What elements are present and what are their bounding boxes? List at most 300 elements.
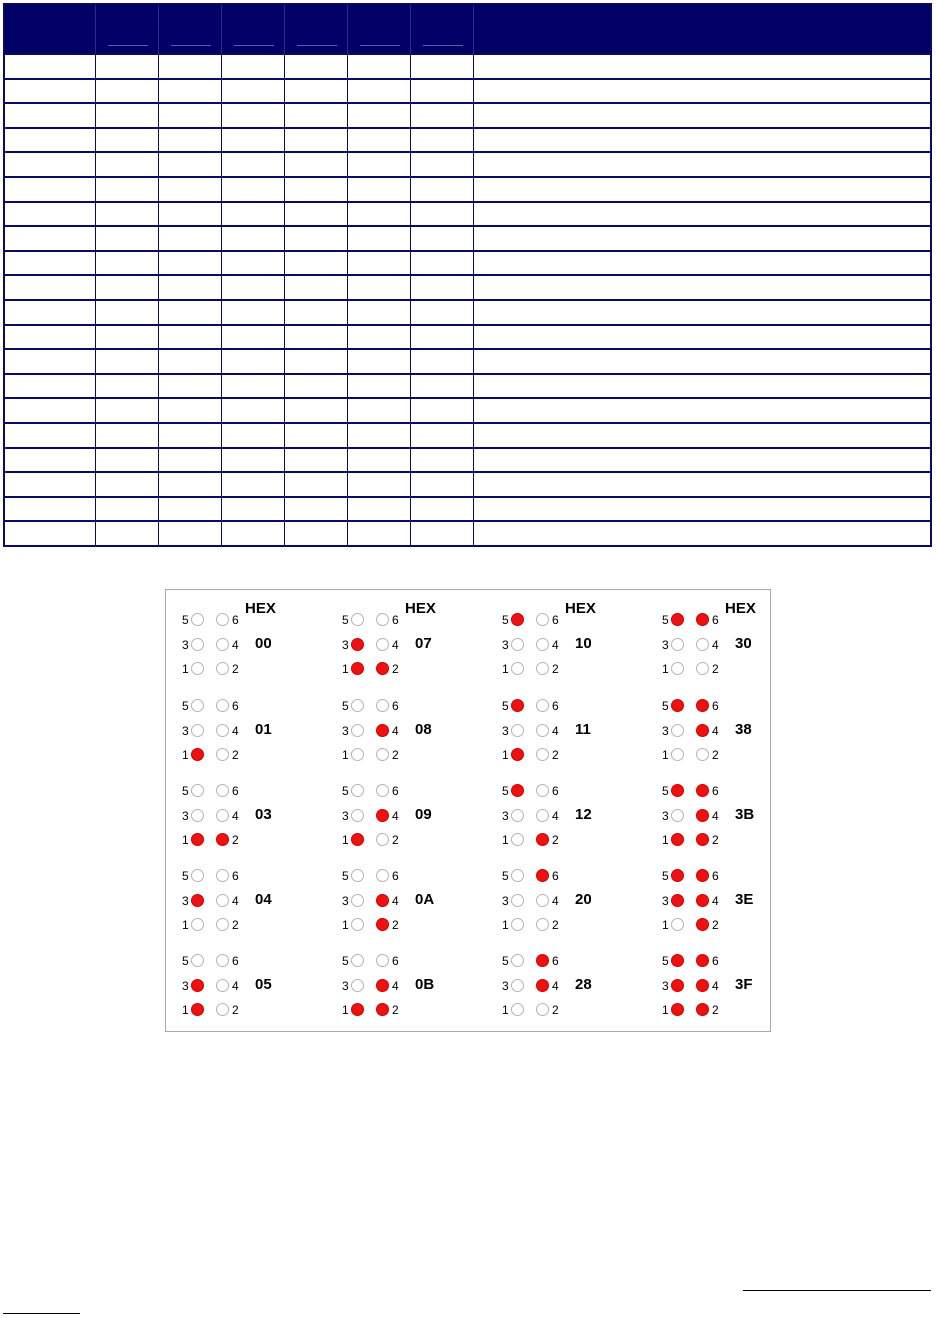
braille-dot-3 [191,809,204,822]
dot-number-label: 1 [502,662,509,676]
table-cell [284,522,348,545]
table-cell [158,473,222,496]
table-cell [410,498,474,521]
table-row [5,151,930,176]
braille-dot-4 [696,724,709,737]
table-header-cell [284,5,348,53]
braille-dot-row [502,661,572,677]
braille-dot-6 [216,699,229,712]
braille-cell [166,686,316,774]
table-cell [284,178,348,201]
braille-dot-row [342,917,412,933]
braille-dot-6 [696,784,709,797]
dot-number-label: 4 [392,809,399,823]
braille-dot-2 [376,1003,389,1016]
table-cell [284,424,348,447]
table-header-cell [221,5,285,53]
table-cell [158,326,222,349]
table-cell [284,276,348,299]
braille-dot-4 [376,979,389,992]
braille-dot-6 [696,954,709,967]
table-row [5,225,930,250]
table-cell [5,424,96,447]
braille-cell [486,686,636,774]
braille-dot-4 [216,979,229,992]
braille-dot-6 [696,869,709,882]
table-cell [158,424,222,447]
braille-dot-row [182,832,252,848]
table-cell [347,301,411,324]
braille-dot-3 [511,894,524,907]
table-cell [473,227,930,250]
braille-dot-5 [191,869,204,882]
table-cell [284,227,348,250]
braille-dot-2 [536,1003,549,1016]
braille-dot-1 [511,833,524,846]
braille-cell [646,600,796,688]
braille-dot-4 [376,724,389,737]
braille-dot-row [662,723,732,739]
dot-number-label: 4 [232,724,239,738]
braille-dot-row [342,953,412,969]
braille-dot-1 [511,662,524,675]
dot-number-label: 6 [712,954,719,968]
braille-dot-1 [351,918,364,931]
braille-dot-3 [191,724,204,737]
braille-dot-4 [216,894,229,907]
dot-number-label: 3 [502,979,509,993]
braille-dot-5 [351,954,364,967]
dot-number-label: 6 [232,613,239,627]
braille-dot-5 [191,699,204,712]
table-cell [221,104,285,127]
dot-number-label: 4 [712,724,719,738]
table-cell [221,498,285,521]
braille-dot-row [502,612,572,628]
table-cell [473,350,930,373]
braille-dot-2 [216,833,229,846]
braille-cell [326,856,476,944]
braille-dot-6 [536,869,549,882]
table-cell [347,276,411,299]
braille-dot-1 [671,1003,684,1016]
dot-number-label: 2 [232,1003,239,1017]
braille-dot-5 [191,954,204,967]
braille-dot-row [662,808,732,824]
braille-dot-1 [511,748,524,761]
braille-dot-1 [671,748,684,761]
braille-dot-row [662,698,732,714]
header-underline [171,45,211,46]
table-row [5,78,930,103]
dot-number-label: 5 [502,699,509,713]
table-row [5,127,930,152]
braille-dot-1 [191,1003,204,1016]
braille-dot-5 [351,784,364,797]
braille-dot-row [342,832,412,848]
braille-dot-row [502,832,572,848]
hex-value: 09 [415,806,432,823]
table-cell [473,276,930,299]
dot-number-label: 1 [502,1003,509,1017]
dot-number-label: 3 [342,979,349,993]
table-cell [473,252,930,275]
braille-dot-2 [376,662,389,675]
dot-number-label: 4 [392,724,399,738]
dot-number-label: 4 [392,894,399,908]
braille-dot-6 [376,613,389,626]
braille-dot-row [342,747,412,763]
dot-number-label: 4 [232,809,239,823]
table-cell [5,178,96,201]
dot-number-label: 5 [662,954,669,968]
braille-dot-2 [536,918,549,931]
braille-dot-2 [376,748,389,761]
table-cell [95,252,159,275]
header-underline [297,45,337,46]
braille-dot-2 [376,918,389,931]
header-underline [108,45,148,46]
braille-dot-row [182,808,252,824]
braille-dot-row [502,808,572,824]
braille-dot-row [502,893,572,909]
dot-number-label: 3 [502,894,509,908]
braille-dot-5 [671,699,684,712]
table-row [5,520,930,545]
braille-dot-row [502,1002,572,1018]
table-cell [95,178,159,201]
dot-number-label: 4 [712,809,719,823]
table-cell [95,375,159,398]
table-row [5,299,930,324]
dot-number-label: 3 [502,809,509,823]
braille-dot-6 [216,613,229,626]
table-cell [95,522,159,545]
braille-dot-2 [536,748,549,761]
table-cell [95,350,159,373]
braille-dot-row [182,661,252,677]
table-cell [158,153,222,176]
table-cell [473,80,930,103]
table-cell [5,399,96,422]
table-header-cell [347,5,411,53]
braille-dot-2 [216,918,229,931]
table-cell [221,399,285,422]
braille-dot-5 [671,869,684,882]
table-cell [410,203,474,226]
dot-number-label: 2 [712,1003,719,1017]
table-cell [5,227,96,250]
dot-number-label: 2 [392,1003,399,1017]
dot-number-label: 4 [232,979,239,993]
table-cell [284,203,348,226]
braille-dot-1 [191,662,204,675]
table-cell [284,375,348,398]
braille-dot-4 [696,809,709,822]
table-cell [284,326,348,349]
dot-number-label: 5 [662,699,669,713]
braille-dot-row [662,917,732,933]
table-row [5,447,930,472]
braille-cell [166,941,316,1029]
dot-number-label: 3 [182,979,189,993]
table-cell [221,473,285,496]
braille-dot-1 [511,1003,524,1016]
braille-hex-chart-panel [165,589,771,1032]
dot-number-label: 3 [182,809,189,823]
braille-dot-1 [351,833,364,846]
dot-number-label: 3 [662,724,669,738]
table-cell [5,522,96,545]
table-cell [95,153,159,176]
braille-dot-4 [696,894,709,907]
table-cell [473,473,930,496]
table-cell [5,55,96,78]
table-cell [95,326,159,349]
braille-dot-row [342,612,412,628]
table-row [5,53,930,78]
braille-dot-4 [696,638,709,651]
table-cell [221,350,285,373]
table-cell [158,203,222,226]
dot-number-label: 6 [552,869,559,883]
braille-dot-3 [351,979,364,992]
table-cell [347,350,411,373]
dot-number-label: 6 [232,869,239,883]
dot-number-label: 2 [232,662,239,676]
braille-dot-4 [536,894,549,907]
table-cell [95,498,159,521]
table-row [5,324,930,349]
braille-dot-2 [536,833,549,846]
table-cell [347,498,411,521]
dot-number-label: 4 [552,809,559,823]
dot-number-label: 2 [712,748,719,762]
table-cell [221,227,285,250]
table-cell [284,473,348,496]
dot-number-label: 1 [662,748,669,762]
table-cell [410,153,474,176]
braille-dot-5 [671,784,684,797]
braille-dot-6 [536,699,549,712]
braille-dot-3 [351,638,364,651]
braille-dot-6 [696,613,709,626]
table-cell [95,55,159,78]
table-cell [221,449,285,472]
table-cell [473,203,930,226]
braille-dot-2 [696,918,709,931]
table-cell [95,399,159,422]
braille-dot-3 [511,724,524,737]
dot-number-label: 1 [502,833,509,847]
dot-number-label: 5 [662,613,669,627]
braille-cell [326,600,476,688]
dot-number-label: 5 [182,869,189,883]
dot-number-label: 5 [502,613,509,627]
table-cell [473,424,930,447]
braille-dot-2 [696,1003,709,1016]
braille-dot-6 [696,699,709,712]
table-cell [284,129,348,152]
dot-number-label: 3 [342,638,349,652]
hex-value: 03 [255,806,272,823]
table-cell [95,104,159,127]
braille-dot-4 [536,724,549,737]
table-cell [473,449,930,472]
table-cell [158,449,222,472]
dot-number-label: 2 [232,833,239,847]
dot-number-label: 5 [182,954,189,968]
braille-dot-6 [376,954,389,967]
braille-dot-3 [191,894,204,907]
braille-dot-row [342,661,412,677]
dot-number-label: 6 [712,869,719,883]
table-cell [284,104,348,127]
braille-dot-4 [376,809,389,822]
table-cell [95,301,159,324]
dot-number-label: 6 [392,784,399,798]
braille-dot-6 [216,784,229,797]
dot-number-label: 5 [342,954,349,968]
table-cell [347,227,411,250]
table-row [5,348,930,373]
table-cell [221,80,285,103]
table-row [5,373,930,398]
dot-number-label: 1 [502,918,509,932]
dot-number-label: 4 [392,638,399,652]
braille-dot-1 [191,918,204,931]
braille-dot-1 [351,1003,364,1016]
table-row [5,102,930,127]
braille-dot-3 [191,638,204,651]
table-cell [473,399,930,422]
braille-dot-row [662,953,732,969]
hex-value: 3F [735,976,753,993]
table-cell [410,104,474,127]
braille-dot-6 [216,954,229,967]
footer-rule-right [743,1290,931,1291]
dot-number-label: 2 [392,662,399,676]
dot-number-label: 4 [552,724,559,738]
table-cell [410,276,474,299]
braille-cell [486,771,636,859]
braille-dot-row [662,893,732,909]
hex-value: 08 [415,721,432,738]
table-cell [347,153,411,176]
braille-dot-row [502,747,572,763]
dot-number-label: 1 [662,918,669,932]
braille-dot-row [182,893,252,909]
braille-dot-1 [191,833,204,846]
dot-number-label: 4 [552,638,559,652]
braille-dot-6 [536,613,549,626]
braille-dot-row [182,953,252,969]
table-cell [95,424,159,447]
table-cell [5,326,96,349]
braille-dot-row [502,953,572,969]
hex-value: 28 [575,976,592,993]
table-cell [410,424,474,447]
braille-dot-row [502,723,572,739]
table-cell [158,276,222,299]
dot-number-label: 6 [552,699,559,713]
table-cell [347,252,411,275]
dot-number-label: 2 [552,748,559,762]
braille-dot-2 [376,833,389,846]
hex-value: 04 [255,891,272,908]
table-cell [347,473,411,496]
braille-dot-row [182,637,252,653]
table-cell [410,399,474,422]
dot-number-label: 4 [712,979,719,993]
dot-number-label: 4 [712,638,719,652]
table-cell [410,301,474,324]
table-cell [473,104,930,127]
table-cell [473,326,930,349]
table-cell [5,104,96,127]
braille-dot-row [342,783,412,799]
braille-dot-row [342,978,412,994]
braille-dot-5 [511,954,524,967]
table-cell [410,178,474,201]
table-row [5,471,930,496]
braille-dot-row [342,723,412,739]
braille-cell [486,600,636,688]
table-cell [221,424,285,447]
table-cell [284,55,348,78]
dot-number-label: 6 [552,613,559,627]
empty-data-table [3,3,932,547]
braille-dot-row [182,612,252,628]
hex-value: 0A [415,891,435,908]
dot-number-label: 3 [662,979,669,993]
dot-number-label: 6 [552,784,559,798]
braille-dot-4 [536,809,549,822]
table-cell [473,375,930,398]
table-cell [284,301,348,324]
table-cell [5,203,96,226]
dot-number-label: 1 [182,918,189,932]
table-cell [95,449,159,472]
table-cell [410,55,474,78]
table-row [5,201,930,226]
table-header-cell [158,5,222,53]
braille-dot-row [342,868,412,884]
hex-value: 0B [415,976,435,993]
table-cell [410,473,474,496]
table-cell [410,227,474,250]
table-cell [158,399,222,422]
table-cell [95,227,159,250]
braille-dot-row [502,698,572,714]
table-cell [347,104,411,127]
braille-dot-row [182,747,252,763]
dot-number-label: 2 [712,662,719,676]
dot-number-label: 4 [232,894,239,908]
braille-dot-5 [511,613,524,626]
dot-number-label: 1 [662,833,669,847]
dot-number-label: 6 [712,784,719,798]
braille-dot-4 [216,724,229,737]
table-cell [5,375,96,398]
table-cell [221,375,285,398]
dot-number-label: 6 [392,869,399,883]
table-cell [5,252,96,275]
table-cell [221,522,285,545]
table-cell [473,153,930,176]
braille-dot-1 [671,833,684,846]
hex-column-header: HEX [565,600,596,617]
